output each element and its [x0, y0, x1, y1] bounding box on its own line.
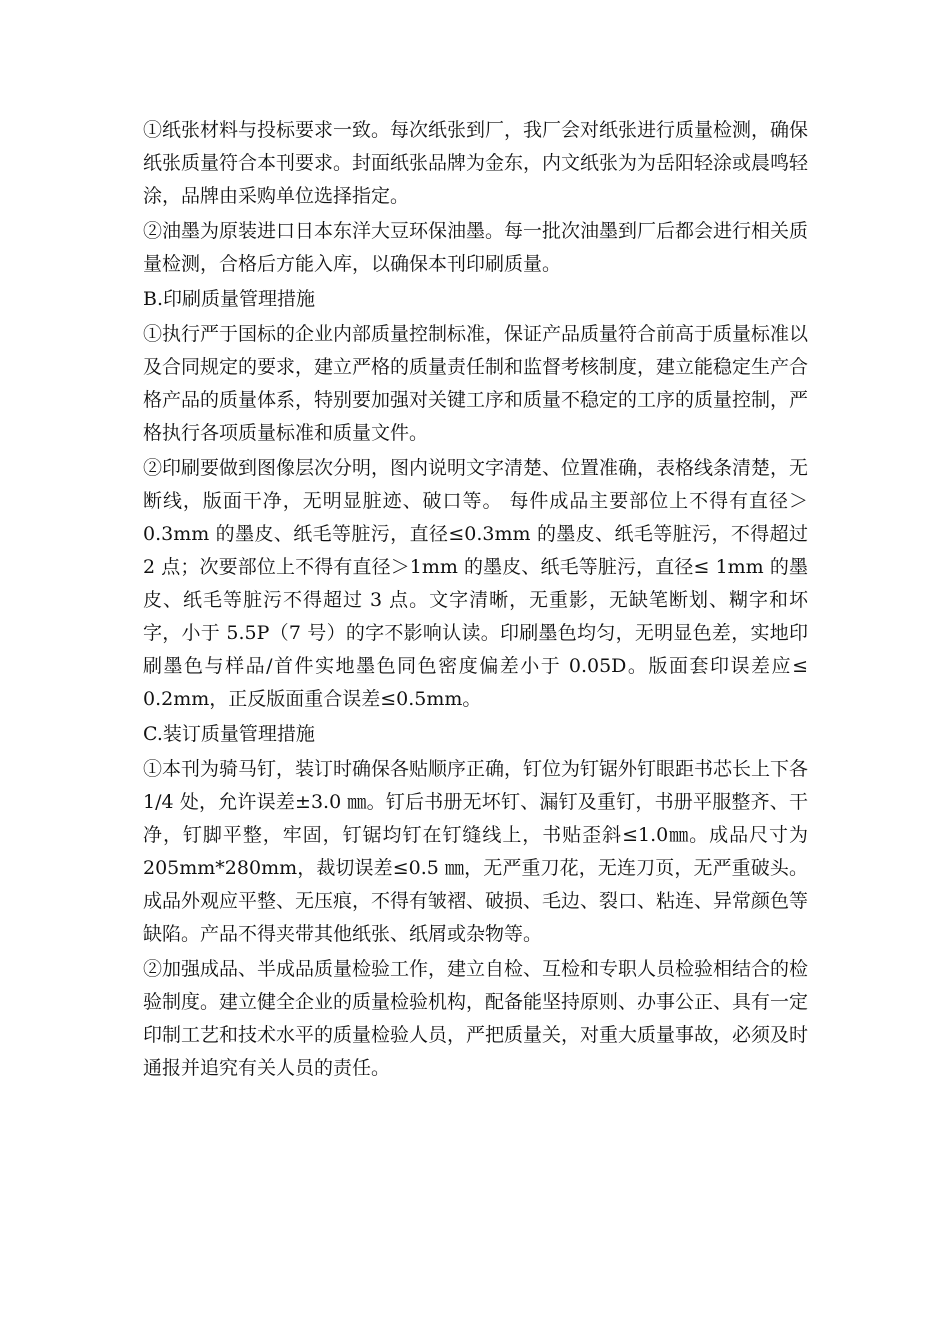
heading-binding-quality: C.装订质量管理措施 [143, 723, 315, 745]
paragraph-inspection-system: ②加强成品、半成品质量检验工作，建立自检、互检和专职人员检验相结合的检验制度。建立健全企业的质量检验机构，配备能坚持原则、办事公正、具有一定印制工艺和技术水平的质量检验人员，严把质量关，对重大质量事故，必须及时通报并追究有关人员的责任。 [143, 958, 809, 1079]
paragraph-paper-material: ①纸张材料与投标要求一致。每次纸张到厂，我厂会对纸张进行质量检测，确保纸张质量符合本刊要求。封面纸张品牌为金东，内文纸张为为岳阳轻涂或晨鸣轻涂，品牌由采购单位选择指定。 [143, 119, 809, 207]
paragraph-ink: ②油墨为原装进口日本东洋大豆环保油墨。每一批次油墨到厂后都会进行相关质量检测，合格后方能入库，以确保本刊印刷质量。 [143, 220, 809, 275]
paragraph-binding-method: ①本刊为骑马钉，装订时确保各贴顺序正确，钉位为钉锯外钉眼距书芯长上下各 1/4 处，允许误差±3.0 ㎜。钉后书册无坏钉、漏钉及重钉，书册平服整齐、干净，钉脚平整，牢固，钉锯均钉在钉缝线上，书贴歪斜≤1.0㎜。成品尺寸为205mm*280mm，裁切误差≤0.5 ㎜，无严重刀花，无连刀页，无严重破头。成品外观应平整、无压痕，不得有皱褶、破损、毛边、裂口、粘连、异常颜色等缺陷。产品不得夹带其他纸张、纸屑或杂物等。 [143, 758, 809, 945]
document-page [143, 114, 808, 1087]
paragraph-printing-requirements: ②印刷要做到图像层次分明，图内说明文字清楚、位置准确，表格线条清楚，无断线，版面干净，无明显脏迹、破口等。 每件成品主要部位上不得有直径＞0.3mm 的墨皮、纸毛等脏污，直径≤0.3mm 的墨皮、纸毛等脏污，不得超过 2 点；次要部位上不得有直径＞1mm 的墨皮、纸毛等脏污，直径≤ 1mm 的墨皮、纸毛等脏污不得超过 3 点。文字清晰，无重影，无缺笔断划、糊字和坏字，小于 5.5P（7 号）的字不影响认读。印刷墨色均匀，无明显色差，实地印刷墨色与样品/首件实地墨色同色密度偏差小于 0.05D。版面套印误差应≤ 0.2mm，正反版面重合误差≤0.5mm。 [143, 457, 809, 710]
paragraph-printing-standard: ①执行严于国标的企业内部质量控制标准，保证产品质量符合前高于质量标准以及合同规定的要求，建立严格的质量责任制和监督考核制度，建立能稳定生产合格产品的质量体系，特别要加强对关键工序和质量不稳定的工序的质量控制，严格执行各项质量标准和质量文件。 [143, 323, 809, 444]
heading-printing-quality: B.印刷质量管理措施 [143, 288, 316, 310]
